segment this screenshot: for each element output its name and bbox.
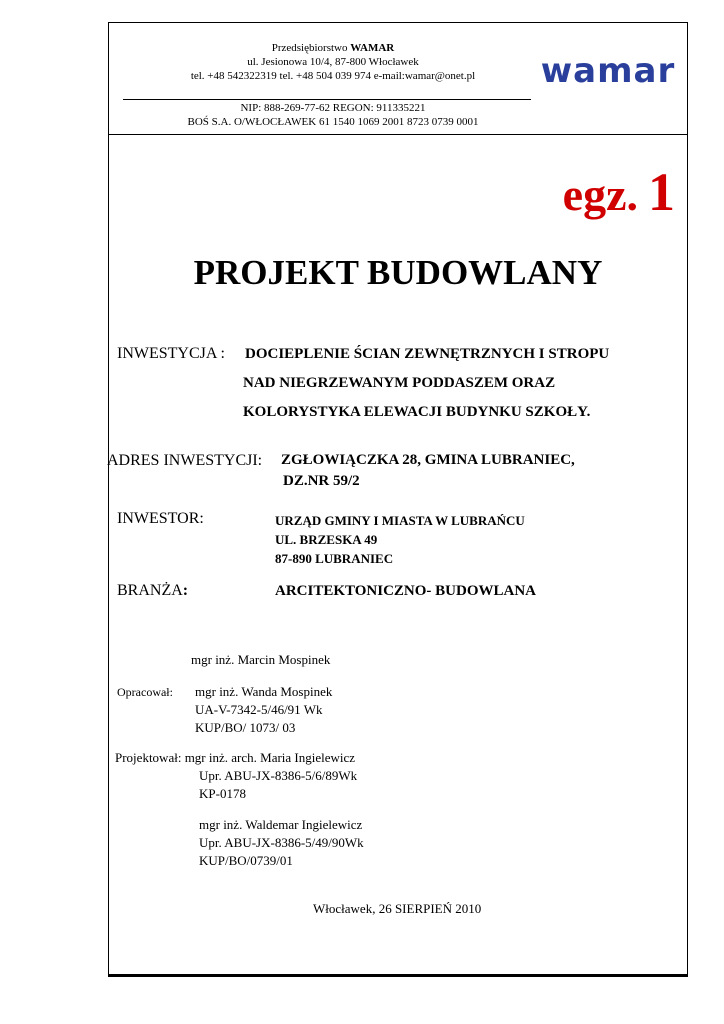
designed-by-name: mgr inż. arch. Maria Ingielewicz bbox=[184, 750, 356, 765]
investment-line-1: DOCIEPLENIE ŚCIAN ZEWNĘTRZNYCH I STROPU bbox=[245, 346, 610, 362]
branch-colon: : bbox=[182, 582, 189, 599]
company-address: ul. Jesionowa 10/4, 87-800 Włocławek bbox=[247, 56, 419, 68]
second-designer-block bbox=[199, 816, 364, 870]
investor-label: INWESTOR: bbox=[117, 510, 204, 527]
designed-by-block bbox=[199, 767, 357, 803]
investment-line-2: NAD NIEGRZEWANYM PODDASZEM ORAZ bbox=[243, 375, 556, 391]
investment-label: INWESTYCJA : bbox=[117, 345, 225, 362]
branch-label-wrap bbox=[117, 582, 188, 600]
second-designer-membership: KUP/BO/0739/01 bbox=[199, 853, 293, 868]
investor-street: UL. BRZESKA 49 bbox=[275, 532, 378, 547]
document-title: PROJEKT BUDOWLANY bbox=[193, 253, 603, 292]
copy-label: egz. bbox=[562, 169, 638, 220]
author-top: mgr inż. Marcin Mospinek bbox=[191, 652, 331, 667]
nip-regon: NIP: 888-269-77-62 REGON: 911335221 bbox=[240, 102, 426, 114]
copy-number-value: 1 bbox=[648, 162, 675, 222]
address-line-2: DZ.NR 59/2 bbox=[283, 473, 360, 489]
logo-text: wamar bbox=[540, 54, 676, 88]
wamar-logo bbox=[533, 54, 683, 88]
company-name: WAMAR bbox=[350, 42, 395, 54]
address-line-1: ZGŁOWIĄCZKA 28, GMINA LUBRANIEC, bbox=[281, 452, 575, 468]
company-line bbox=[123, 41, 543, 55]
branch-value: ARCITEKTONICZNO- BUDOWLANA bbox=[275, 583, 537, 599]
investor-block bbox=[275, 511, 525, 568]
letterhead-divider bbox=[123, 99, 531, 100]
letterhead-contact bbox=[123, 41, 543, 83]
investor-city: 87-890 LUBRANIEC bbox=[275, 551, 394, 566]
designed-by-line bbox=[115, 749, 355, 767]
designed-by-label: Projektował: bbox=[115, 750, 182, 765]
prepared-by-name: mgr inż. Wanda Mospinek bbox=[195, 684, 333, 699]
letterhead bbox=[109, 23, 687, 135]
prepared-by-block bbox=[195, 683, 332, 737]
second-designer-license: Upr. ABU-JX-8386-5/49/90Wk bbox=[199, 835, 364, 850]
letterhead-registry bbox=[123, 101, 543, 129]
prepared-by-label: Opracował: bbox=[117, 685, 173, 699]
second-designer-name: mgr inż. Waldemar Ingielewicz bbox=[199, 817, 363, 832]
branch-label: BRANŻA bbox=[117, 582, 183, 599]
place-date: Włocławek, 26 SIERPIEŃ 2010 bbox=[313, 901, 482, 916]
investment-line-3: KOLORYSTYKA ELEWACJI BUDYNKU SZKOŁY. bbox=[243, 404, 591, 420]
page-frame bbox=[108, 22, 688, 977]
address-label: ADRES INWESTYCJI: bbox=[107, 452, 263, 469]
investor-name: URZĄD GMINY I MIASTA W LUBRAŃCU bbox=[275, 513, 525, 528]
designed-by-license: Upr. ABU-JX-8386-5/6/89Wk bbox=[199, 768, 358, 783]
prepared-by-membership: KUP/BO/ 1073/ 03 bbox=[195, 720, 296, 735]
prepared-by-license: UA-V-7342-5/46/91 Wk bbox=[195, 702, 323, 717]
company-prefix: Przedsiębiorstwo bbox=[271, 42, 351, 54]
copy-number bbox=[563, 161, 675, 223]
company-phone-email: tel. +48 542322319 tel. +48 504 039 974 e-mail:wamar@onet.pl bbox=[190, 70, 476, 82]
bank-account: BOŚ S.A. O/WŁOCŁAWEK 61 1540 1069 2001 8723 0739 0001 bbox=[187, 116, 479, 128]
designed-by-membership: KP-0178 bbox=[199, 786, 246, 801]
